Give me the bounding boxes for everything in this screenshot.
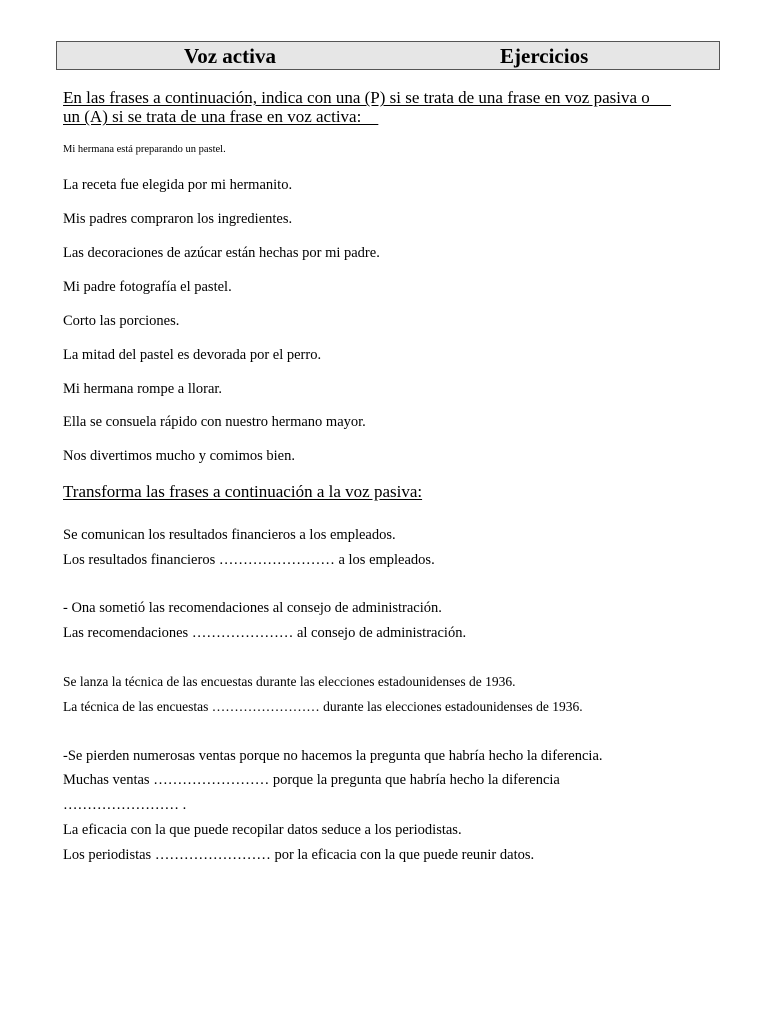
example-sentence: Mi hermana está preparando un pastel.: [63, 144, 226, 155]
exercise-sentence: Las decoraciones de azúcar están hechas por mi padre.: [63, 245, 380, 261]
transform-source-sentence: Se comunican los resultados financieros a los empleados.: [63, 527, 396, 543]
exercise-sentence: Ella se consuela rápido con nuestro hermano mayor.: [63, 414, 366, 430]
transform-answer-line: La técnica de las encuestas …………………… durante las elecciones estadounidenses de 1936.: [63, 699, 583, 714]
section2-instruction: Transforma las frases a continuación a la voz pasiva:: [63, 482, 423, 501]
document-title: Voz activa: [184, 44, 276, 68]
transform-answer-line: Los resultados financieros …………………… a los empleados.: [63, 552, 435, 568]
transform-source-sentence: - Ona sometió las recomendaciones al consejo de administración.: [63, 600, 442, 616]
transform-answer-line: Las recomendaciones ………………… al consejo de administración.: [63, 625, 467, 641]
section1-instruction-line2: un (A) si se trata de una frase en voz activa:: [63, 107, 379, 126]
section1-instruction-line1: En las frases a continuación, indica con una (P) si se trata de una frase en voz pasiva o: [63, 88, 672, 107]
document-subtitle: Ejercicios: [500, 44, 589, 68]
transform-answer-line-continued: …………………… .: [63, 797, 187, 813]
transform-answer-line: Muchas ventas …………………… porque la pregunta que habría hecho la diferencia: [63, 772, 560, 788]
exercise-sentence: Nos divertimos mucho y comimos bien.: [63, 448, 295, 464]
exercise-sentence: Mi hermana rompe a llorar.: [63, 381, 223, 397]
exercise-sentence: La receta fue elegida por mi hermanito.: [63, 177, 293, 193]
transform-answer-line: Los periodistas …………………… por la eficacia con la que puede reunir datos.: [63, 847, 535, 863]
transform-source-sentence: La eficacia con la que puede recopilar datos seduce a los periodistas.: [63, 822, 462, 838]
transform-source-sentence: Se lanza la técnica de las encuestas durante las elecciones estadounidenses de 1936.: [63, 674, 516, 689]
exercise-sentence: Mi padre fotografía el pastel.: [63, 279, 232, 295]
exercise-sentence: La mitad del pastel es devorada por el perro.: [63, 347, 322, 363]
transform-source-sentence: -Se pierden numerosas ventas porque no hacemos la pregunta que habría hecho la diferencia.: [63, 748, 603, 764]
exercise-sentence: Mis padres compraron los ingredientes.: [63, 211, 293, 227]
exercise-sentence: Corto las porciones.: [63, 313, 180, 329]
title-bar: [56, 41, 720, 70]
